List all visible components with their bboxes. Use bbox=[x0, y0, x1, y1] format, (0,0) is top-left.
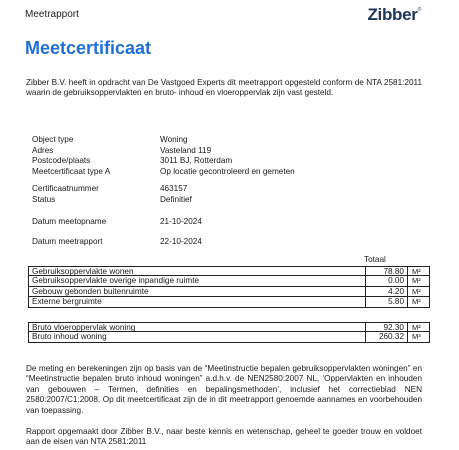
property-value: 21-10-2024 bbox=[160, 217, 202, 226]
table-cell-value: 260.32 bbox=[365, 332, 407, 341]
table-cell-value: 92.30 bbox=[365, 323, 407, 331]
table-cell-label: Gebruiksoppervlakte overige inpandige ruimte bbox=[32, 276, 200, 286]
table-cell-unit: M³ bbox=[407, 332, 429, 341]
logo-text: Zibber bbox=[367, 5, 418, 24]
property-row bbox=[32, 195, 332, 206]
property-key: Meetcertificaat type A bbox=[32, 166, 111, 176]
table-cell-label: Gebouw gebonden buitenruimte bbox=[32, 286, 149, 296]
property-value: 3011 BJ, Rotterdam bbox=[160, 156, 233, 165]
table-row bbox=[28, 322, 430, 332]
property-value: Definitief bbox=[160, 194, 192, 204]
table-cell-unit: M² bbox=[407, 297, 429, 306]
gross-table bbox=[28, 322, 430, 343]
property-value: 463157 bbox=[160, 184, 188, 193]
table-row bbox=[28, 332, 430, 342]
property-value: Woning bbox=[160, 135, 188, 144]
property-row bbox=[32, 184, 332, 195]
object-properties bbox=[32, 135, 332, 177]
area-table bbox=[28, 266, 430, 308]
table-cell-label: Gebruiksoppervlakte wonen bbox=[32, 267, 134, 276]
property-row bbox=[32, 167, 332, 178]
signoff-paragraph: Rapport opgemaakt door Zibber B.V., naar beste kennis en wetenschap, geheel te goeder trouw en voldoet aan de eisen van NTA 2581:2011 bbox=[26, 427, 422, 447]
intro-paragraph: Zibber B.V. heeft in opdracht van De Vastgoed Experts dit meetrapport opgesteld conform de NTA 2581:2011 waarin de gebruiksoppervlakten en bruto- inhoud en vloeroppervlak zijn vast gesteld. bbox=[26, 78, 422, 98]
property-row bbox=[32, 146, 332, 157]
table-cell-unit: M² bbox=[407, 267, 429, 275]
property-row bbox=[32, 237, 332, 248]
property-value: Op locatie gecontroleerd en gemeten bbox=[160, 166, 295, 176]
property-row bbox=[32, 217, 332, 228]
table-row bbox=[28, 287, 430, 297]
property-key: Datum meetopname bbox=[32, 217, 107, 226]
table-cell-label: Bruto vloeroppervlak woning bbox=[32, 323, 136, 332]
method-paragraph: De meting en berekeningen zijn op basis van de “Meetinstructie bepalen gebruiksoppervlakten woningen” en “Meetinstructie bepalen bruto inhoud woningen” a.d.h.v. de NEN2580:2007 NL, ‘Oppervlakten en inhouden van gebouwen – Termen, definities en bepalingsmethoden’, inclusief het correctieblad NEN 2580:2007/C1:2008. Op dit meetcertificaat zijn de in dit meetrapport genoemde aannames en voorbehouden van toepassing. bbox=[26, 364, 422, 415]
property-key: Object type bbox=[32, 135, 74, 144]
property-value: 22-10-2024 bbox=[160, 237, 202, 246]
property-key: Datum meetrapport bbox=[32, 237, 103, 246]
certificate-properties bbox=[32, 184, 332, 205]
zibber-logo bbox=[367, 5, 421, 25]
header-label: Meetrapport bbox=[25, 9, 79, 20]
logo-registered-mark: ® bbox=[417, 7, 421, 13]
table-cell-value: 78.80 bbox=[365, 267, 407, 275]
property-key: Adres bbox=[32, 145, 54, 155]
total-column-header: Totaal bbox=[364, 255, 386, 264]
table-cell-unit: M² bbox=[407, 323, 429, 331]
table-cell-label: Externe bergruimte bbox=[32, 297, 102, 307]
property-key: Certificaatnummer bbox=[32, 184, 99, 193]
page-title: Meetcertificaat bbox=[25, 38, 152, 58]
report-date bbox=[32, 237, 332, 248]
table-cell-value: 5.80 bbox=[365, 297, 407, 306]
table-cell-unit: M² bbox=[407, 276, 429, 285]
table-row bbox=[28, 297, 430, 307]
property-value: Vasteland 119 bbox=[160, 145, 212, 155]
table-cell-value: 0.00 bbox=[365, 276, 407, 285]
table-row bbox=[28, 266, 430, 276]
property-row bbox=[32, 135, 332, 146]
measurement-date bbox=[32, 217, 332, 228]
table-cell-value: 4.20 bbox=[365, 287, 407, 296]
property-row bbox=[32, 156, 332, 167]
property-key: Postcode/plaats bbox=[32, 156, 91, 165]
property-key: Status bbox=[32, 194, 56, 204]
table-cell-label: Bruto inhoud woning bbox=[32, 332, 107, 342]
table-cell-unit: M² bbox=[407, 287, 429, 296]
table-row bbox=[28, 276, 430, 286]
